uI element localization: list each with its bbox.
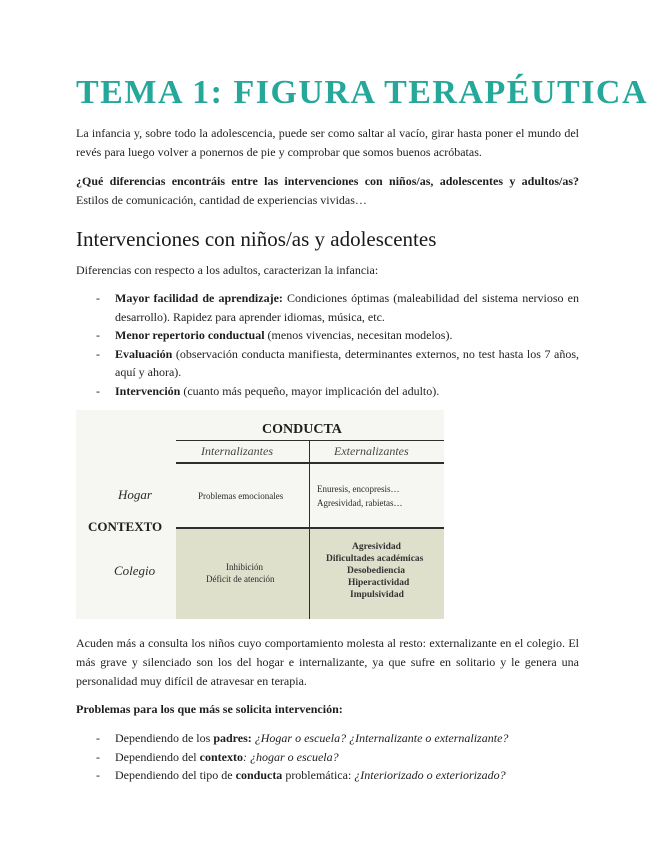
question-bold: ¿Qué diferencias encontráis entre las intervenciones con niños/as, adolescentes y adultos/as? <box>76 174 579 188</box>
bullet-dash: - <box>96 346 100 361</box>
cell-school-external-1: Agresividad <box>352 542 401 552</box>
item-bold: Evaluación <box>115 346 173 361</box>
list-item <box>76 382 579 401</box>
table-header: CONDUCTA <box>262 422 342 437</box>
column-internal: Internalizantes <box>201 444 273 458</box>
page-title: TEMA 1: FIGURA TERAPÉUTICA <box>76 74 649 111</box>
problems-heading: Problemas para los que más se solicita intervención: <box>76 702 343 716</box>
item-bold: Intervención <box>115 383 181 398</box>
list-item <box>76 748 579 767</box>
item-text: problemática: <box>282 768 352 782</box>
list-item <box>76 326 579 345</box>
question-paragraph <box>76 172 579 210</box>
item-bold: conducta <box>235 768 283 782</box>
item-italic: : ¿hogar o escuela? <box>242 749 339 764</box>
cell-school-external-5: Impulsividad <box>350 590 404 600</box>
item-italic: ¿Hogar o escuela? ¿Internalizante o externalizante? <box>251 731 509 745</box>
bullet-dash: - <box>96 328 100 342</box>
intro-paragraph: La infancia y, sobre todo la adolescencia, puede ser como saltar al vacío, girar hasta poner el mundo del revés para luego volver a ponernos de pie y comprobar que somos buenos acróbatas. <box>76 126 579 159</box>
list-item <box>76 729 579 748</box>
problems-list <box>76 729 579 785</box>
item-italic: ¿Interiorizado o exteriorizado? <box>351 768 506 782</box>
item-bold: padres: <box>213 731 252 745</box>
row-school: Colegio <box>114 563 156 578</box>
behavior-context-table <box>76 410 444 619</box>
row-home: Hogar <box>118 487 152 502</box>
item-text: (cuanto más pequeño, mayor implicación del adulto). <box>180 383 440 398</box>
bullet-dash: - <box>96 383 100 398</box>
row-label: CONTEXTO <box>88 519 163 534</box>
cell-school-external-2: Dificultades académicas <box>326 554 424 564</box>
cell-home-internal: Problemas emocionales <box>198 491 284 501</box>
cell-school-internal-1: Inhibición <box>226 562 263 572</box>
item-text: Condiciones óptimas (maleabilidad del sistema nervioso en desarrollo). Rapidez para aprender idiomas, música, etc. <box>115 291 579 324</box>
cell-school-external-3: Desobediencia <box>347 566 406 576</box>
item-text: Dependiendo del <box>115 749 200 764</box>
bullet-dash: - <box>96 731 100 745</box>
list-item <box>76 289 579 326</box>
item-text: (observación conducta manifiesta, determinantes externos, no test hasta los 7 años, aquí y ahora). <box>115 346 579 379</box>
list-item <box>76 345 579 382</box>
column-header-rule <box>176 462 444 464</box>
cell-school-internal-2: Déficit de atención <box>206 574 275 584</box>
item-text: Dependiendo de los <box>115 731 214 745</box>
section-intro: Diferencias con respecto a los adultos, caracterizan la infancia: <box>76 263 379 277</box>
cell-home-external-1: Enuresis, encopresis… <box>317 484 400 494</box>
bullet-dash: - <box>96 749 100 764</box>
question-rest: Estilos de comunicación, cantidad de experiencias vividas… <box>76 193 367 207</box>
consult-paragraph: Acuden más a consulta los niños cuyo comportamiento molesta al resto: externalizante en el colegio. El más grave y silenciado son los del hogar e internalizante, ya que sufre en solitario y le genera una personalidad muy difícil de atravesar en terapia. <box>76 636 579 688</box>
item-bold: contexto <box>199 749 243 764</box>
bullet-dash: - <box>96 291 100 305</box>
column-external: Externalizantes <box>334 444 409 458</box>
row-divider <box>176 527 444 529</box>
section-heading: Intervenciones con niños/as y adolescentes <box>76 227 437 251</box>
cell-school-external-4: Hiperactividad <box>348 578 410 588</box>
column-divider <box>309 440 310 619</box>
list-item <box>76 766 579 785</box>
cell-home-external-2: Agresividad, rabietas… <box>317 498 403 508</box>
bullet-dash: - <box>96 768 100 782</box>
item-text: Dependiendo del tipo de <box>115 768 236 782</box>
differences-list <box>76 289 579 400</box>
item-text: (menos vivencias, necesitan modelos). <box>264 328 453 342</box>
item-bold: Mayor facilidad de aprendizaje: <box>115 291 283 305</box>
item-bold: Menor repertorio conductual <box>115 328 265 342</box>
header-rule <box>176 440 444 441</box>
